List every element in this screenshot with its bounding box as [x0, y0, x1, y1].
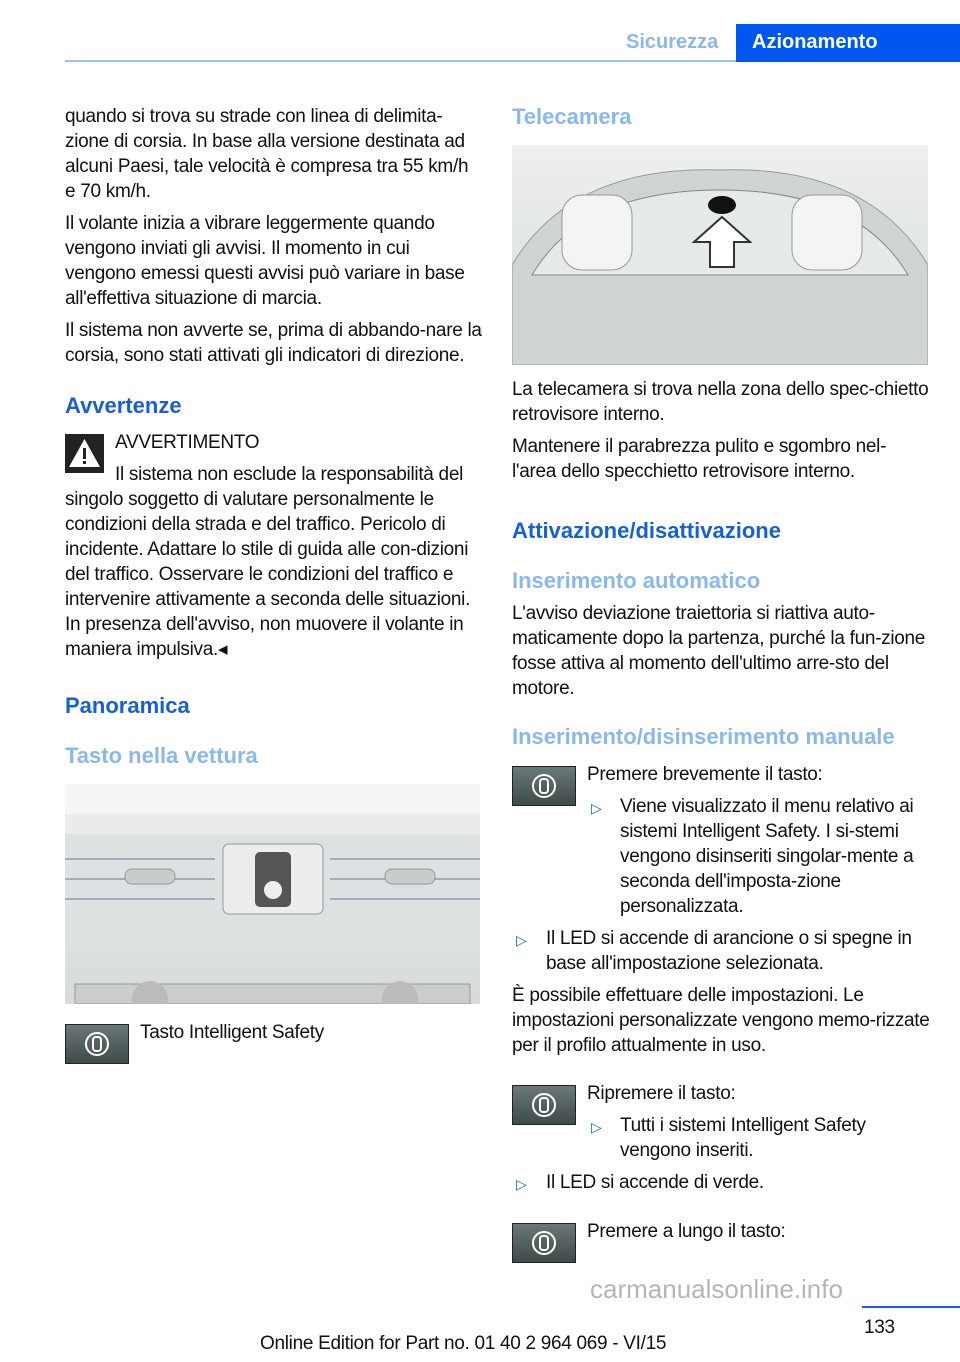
paragraph: Il sistema non avverte se, prima di abbando-nare la corsia, sono stati attivati gli indicatori di direzione. [65, 320, 482, 366]
step-long-press: Premere a lungo il tasto: [587, 1221, 786, 1242]
paragraph: quando si trova su strade con linea di delimita-zione di corsia. In base alla versione destinata ad alcuni Paesi, tale velocità è compresa tra 55 km/h e 70 km/h. [65, 106, 469, 202]
list-item-text: Viene visualizzato il menu relativo ai sistemi Intelligent Safety. I si-stemi vengono disinseriti singolar-mente a seconda dell'imposta-zione personalizzata. [620, 796, 914, 917]
step-short-press: Premere brevemente il tasto: [587, 764, 823, 785]
list-item [587, 794, 930, 919]
paragraph: Il volante inizia a vibrare leggermente quando vengono inviati gli avvisi. Il momento in cui vengono emessi questi avvisi può variare in base all'effettiva situazione di marcia. [65, 213, 465, 309]
warning-block [65, 430, 483, 662]
intelligent-safety-icon [531, 773, 557, 799]
step-long-press-block [512, 1219, 930, 1263]
intelligent-safety-icon [531, 1092, 557, 1118]
step-short-press-block [512, 762, 930, 919]
intelligent-safety-button-image [65, 1024, 129, 1064]
list-item [587, 1113, 930, 1163]
intelligent-safety-icon [84, 1031, 110, 1057]
step-press-again: Ripremere il tasto: [587, 1083, 736, 1104]
heading-inserimento-automatico: Inserimento automatico [512, 568, 761, 593]
list-item-text: Tutti i sistemi Intelligent Safety vengono inseriti. [620, 1115, 866, 1161]
list-item [512, 1170, 930, 1195]
warning-icon [65, 434, 104, 473]
footer-rule [862, 1306, 960, 1308]
watermark: carmanualsonline.info [590, 1274, 843, 1304]
tab-azionamento[interactable]: Azionamento [736, 24, 960, 62]
paragraph: L'avviso deviazione traiettoria si riattiva auto-maticamente dopo la partenza, purché la fun-zione fosse attiva al momento dell'ultimo arre-sto del motore. [512, 603, 926, 699]
dashboard-button-image [65, 784, 480, 1004]
paragraph: È possibile effettuare delle impostazioni. Le impostazioni personalizzate vengono memo-rizzate per il profilo attualmente in uso. [512, 985, 930, 1056]
header-rule [65, 60, 736, 62]
warning-text: Il sistema non esclude la responsabilità del singolo soggetto di valutare personalmente le condizioni della strada e del traffico. Pericolo di incidente. Adattare lo stile di guida alle con-dizioni del traffico. Osservare le condizioni del traffico e intervenire attivamente a seconda delle situazioni. In presenza dell'avviso, non muovere il volante in maniera impulsiva.◂ [65, 464, 471, 660]
intelligent-safety-button-image [512, 766, 576, 806]
bullet-icon: ▷ [591, 1119, 602, 1135]
intelligent-safety-button-image [512, 1223, 576, 1263]
heading-attivazione: Attivazione/disattivazione [512, 518, 781, 543]
edition-text: Online Edition for Part no. 01 40 2 964 069 - VI/15 [260, 1333, 667, 1354]
button-caption-row [65, 1020, 483, 1064]
heading-panoramica: Panoramica [65, 693, 190, 718]
bullet-icon: ▷ [516, 1176, 527, 1192]
paragraph: Mantenere il parabrezza pulito e sgombro nel-l'area dello specchietto retrovisore interno. [512, 436, 887, 482]
list-item-text: Il LED si accende di verde. [546, 1172, 764, 1193]
bullet-icon: ▷ [591, 800, 602, 816]
bullet-icon: ▷ [516, 932, 527, 948]
button-caption: Tasto Intelligent Safety [140, 1022, 324, 1043]
paragraph: La telecamera si trova nella zona dello spec-chietto retrovisore interno. [512, 379, 929, 425]
list-item-text: Il LED si accende di arancione o si spegne in base all'impostazione selezionata. [546, 928, 912, 974]
page-number: 133 [864, 1317, 895, 1338]
warning-title: AVVERTIMENTO [115, 432, 260, 453]
left-column [65, 104, 483, 1064]
camera-location-image [512, 145, 928, 365]
intelligent-safety-button-image [512, 1085, 576, 1125]
step-press-again-block [512, 1081, 930, 1163]
right-column [512, 103, 930, 1263]
intelligent-safety-icon [531, 1230, 557, 1256]
heading-tasto: Tasto nella vettura [65, 743, 258, 768]
section-label[interactable]: Sicurezza [626, 31, 719, 53]
heading-inserimento-manuale: Inserimento/disinserimento manuale [512, 724, 895, 749]
heading-avvertenze: Avvertenze [65, 393, 182, 418]
heading-telecamera: Telecamera [512, 104, 632, 129]
list-item [512, 926, 930, 976]
